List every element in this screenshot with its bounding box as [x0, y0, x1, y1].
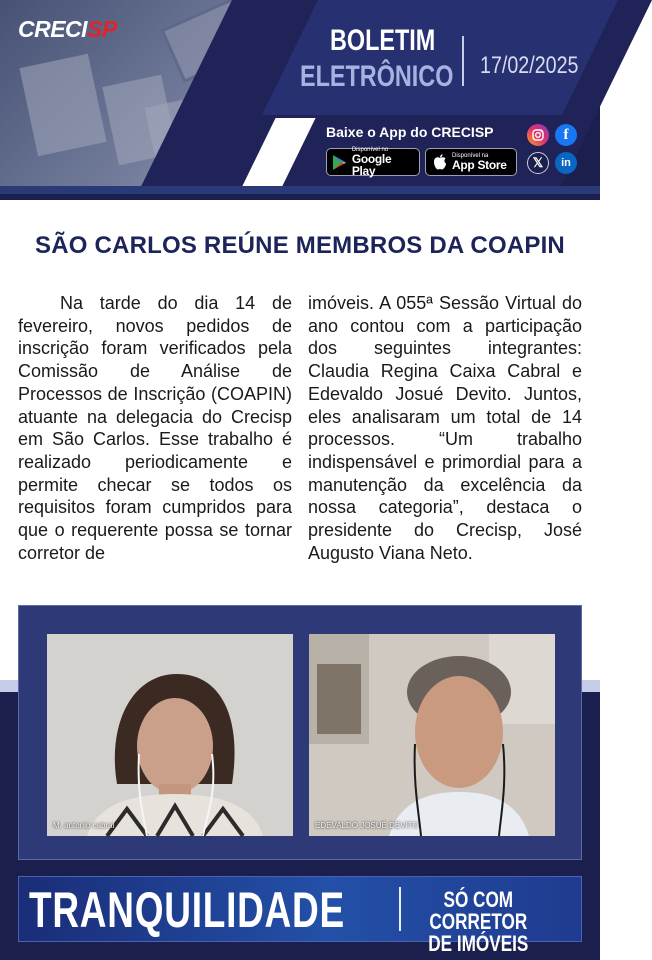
participant-photo-woman — [47, 634, 293, 836]
banner-tagline-line2: DE IMÓVEIS — [428, 931, 529, 956]
google-play-icon — [333, 154, 348, 170]
issue-date: 17/02/2025 — [480, 52, 579, 79]
facebook-icon[interactable]: f — [555, 124, 577, 146]
banner-tagline-line1: SÓ COM CORRETOR — [429, 887, 528, 934]
article-column-1: Na tarde do dia 14 de fevereiro, novos pedidos de inscrição foram verificados pela Comissão de Análise de Processos de Inscrição (COAPIN) atuante na delegacia do Crecisp em São Carlos. Esse trabalho é realizado periodicamente e permite checar se todos os requisitos foram cumpridos para que o requerente possa se tornar corretor de — [18, 293, 292, 563]
app-store-button[interactable]: Disponível na App Store — [425, 148, 517, 176]
participant-video-left — [47, 634, 293, 836]
banner-headline: TRANQUILIDADE — [29, 882, 345, 938]
participant-name-right: EDEVALDO JOSUÉ DEVITO — [315, 821, 419, 830]
banner-tagline — [412, 889, 545, 955]
header-divider — [462, 36, 464, 86]
participant-photo-man — [309, 634, 555, 836]
x-icon[interactable]: 𝕏 — [527, 152, 549, 174]
promo-banner[interactable] — [18, 876, 582, 956]
instagram-icon[interactable] — [527, 124, 549, 146]
article-headline: SÃO CARLOS REÚNE MEMBROS DA COAPIN — [35, 232, 565, 259]
app-prompt: Baixe o App do CRECISP — [326, 124, 494, 140]
newsletter-title: BOLETIM — [330, 24, 436, 57]
meeting-photo-panel — [18, 605, 582, 860]
apple-icon — [432, 154, 448, 170]
newsletter-header — [0, 0, 600, 200]
participant-video-right — [309, 634, 555, 836]
linkedin-icon[interactable]: in — [555, 152, 577, 174]
participant-name-left: M. antonio cabral — [53, 821, 115, 830]
newsletter-subtitle: ELETRÔNICO — [300, 60, 454, 93]
google-play-button[interactable]: Disponível no Google Play — [326, 148, 420, 176]
article-column-2: imóveis. A 055ª Sessão Virtual do ano contou com a participação dos seguintes integrantes: Claudia Regina Caixa Cabral e Edevaldo Josué Devito. Juntos, eles analisaram um total de 14 processos. “Um trabalho indispensável e primordial para a manutenção da excelência da nossa categoria”, destaca o presidente do Crecisp, José Augusto Viana Neto. — [308, 293, 582, 563]
crecisp-logo[interactable]: CRECISP — [18, 16, 117, 42]
